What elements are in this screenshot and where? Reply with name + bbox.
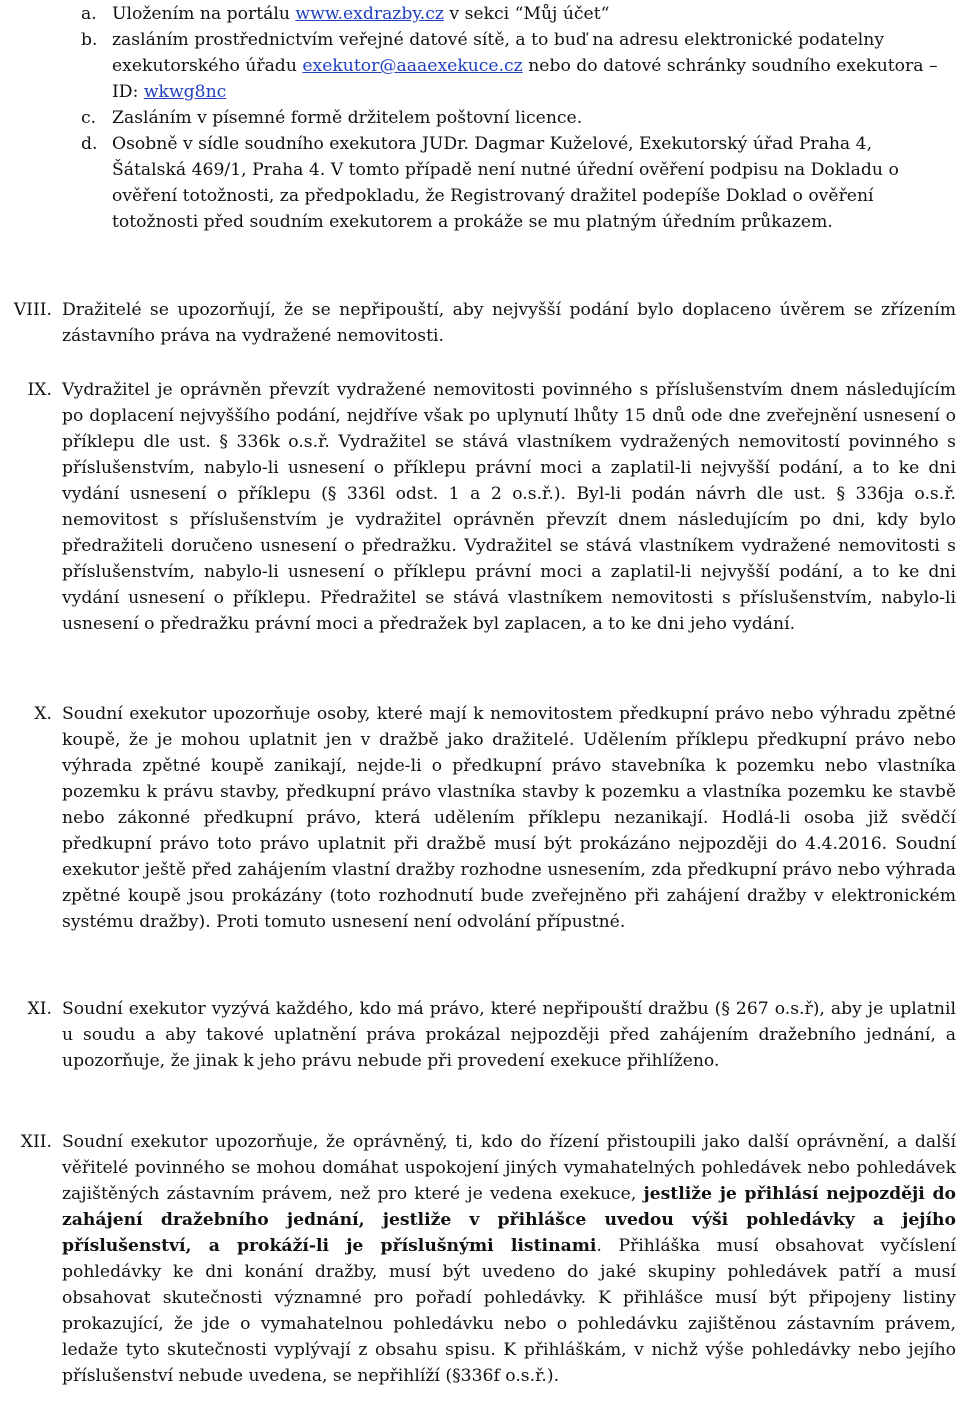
emphasized-text: jestliže je přihlásí nejpozději do zahájení dražebního jednání, jestliže v přihlášce uvedou výši pohledávky a jejího příslušenství, a prokáží-li je příslušnými listinami <box>62 1184 956 1256</box>
list-text: Osobně v sídle soudního exekutora JUDr. Dagmar Kuželové, Exekutorský úřad Praha 4, Šátalská 469/1, Praha 4. V tomto případě není nutné úřední ověření podpisu na Dokladu o ověření totožnosti, za předpokladu, že Registrovaný dražitel podepíše Doklad o ověření totožnosti před soudním exekutorem a prokáže se mu platným úředním průkazem. <box>112 134 899 232</box>
section-viii <box>13 297 956 349</box>
section-number: X. <box>34 704 52 724</box>
list-item-b <box>81 27 948 105</box>
list-marker: d. <box>81 134 98 154</box>
list-text: Uložením na portálu www.exdrazby.cz v sekci “Můj účet“ <box>112 4 610 24</box>
section-number: IX. <box>27 380 52 400</box>
list-text: Zasláním v písemné formě držitelem poštovní licence. <box>112 108 583 128</box>
section-x <box>34 701 956 935</box>
databox-id-link[interactable]: wkwg8nc <box>143 82 227 102</box>
section-xi <box>27 996 956 1074</box>
list-marker: c. <box>81 108 97 128</box>
list-marker: a. <box>81 4 97 24</box>
section-text: Vydražitel je oprávněn převzít vydražené nemovitosti povinného s příslušenstvím dnem následujícím po doplacení nejvyššího podání, nejdříve však po uplynutí lhůty 15 dnů ode dne zveřejnění usnesení o příklepu dle ust. § 336k o.s.ř. Vydražitel se stává vlastníkem vydražených nemovitostí povinného s příslušenstvím, nabylo-li usnesení o příklepu právní moci a zaplatil-li nejvyšší podání, a to ke dni vydání usnesení o příklepu (§ 336l odst. 1 a 2 o.s.ř.). Byl-li podán návrh dle ust. § 336ja o.s.ř. nemovitost s příslušenstvím je vydražitel oprávněn převzít dnem následujícím po dni, kdy bylo předražiteli doručeno usnesení o předražku. Vydražitel se stává vlastníkem vydražené nemovitosti s příslušenstvím, nabylo-li usnesení o příklepu právní moci a zaplatil-li nejvyšší podání, a to ke dni vydání usnesení o příklepu. Předražitel se stává vlastníkem nemovitosti s příslušenstvím, nabylo-li usnesení o předražku právní moci a předražek byl zaplacen, a to ke dni jeho vydání. <box>62 380 956 634</box>
section-text: Soudní exekutor vyzývá každého, kdo má právo, které nepřipouští dražbu (§ 267 o.s.ř), aby je uplatnil u soudu a aby takové uplatnění práva prokázal nejpozději před zahájením dražebního jednání, a upozorňuje, že jinak k jeho právu nebude při provedení exekuce přihlíženo. <box>62 999 956 1071</box>
list-marker: b. <box>81 30 98 50</box>
list-text: zasláním prostřednictvím veřejné datové sítě, a to buď na adresu elektronické podatelny exekutorského úřadu exekutor@aaaexekuce.cz nebo do datové schránky soudního exekutora – ID: wkwg8nc <box>112 30 938 102</box>
section-text: Dražitelé se upozorňují, že se nepřipouští, aby nejvyšší podání bylo doplaceno úvěrem se zřízením zástavního práva na vydražené nemovitosti. <box>62 300 956 346</box>
list-item-a <box>81 1 948 27</box>
section-number: VIII. <box>13 300 52 320</box>
list-item-d <box>81 131 948 235</box>
section-ix <box>27 377 956 637</box>
portal-link[interactable]: www.exdrazby.cz <box>295 4 444 24</box>
list-item-c <box>81 105 948 131</box>
section-number: XII. <box>20 1132 52 1152</box>
section-number: XI. <box>27 999 52 1019</box>
section-text: Soudní exekutor upozorňuje osoby, které mají k nemovitostem předkupní právo nebo výhradu zpětné koupě, že je mohou uplatnit jen v dražbě jako dražitelé. Udělením příklepu předkupní právo nebo výhrada zpětné koupě zanikají, nejde-li o předkupní právo stavebníka k pozemku nebo vlastníka pozemku k právu stavby, předkupní právo vlastníka stavby k pozemku a vlastníka pozemku ke stavbě nebo zákonné předkupní právo, která udělením příklepu nezanikají. Hodlá-li osoba již svědčí předkupní právo toto právo uplatnit při dražbě musí být prokázáno nejpozději do 4.4.2016. Soudní exekutor ještě před zahájením vlastní dražby rozhodne usnesením, zda předkupní právo nebo výhrada zpětné koupě jsou prokázány (toto rozhodnutí bude zveřejněno při zahájení dražby v elektronickém systému dražby). Proti tomuto usnesení není odvolání přípustné. <box>62 704 956 932</box>
section-xii <box>20 1129 957 1389</box>
section-text: Soudní exekutor upozorňuje, že oprávněný, ti, kdo do řízení přistoupili jako další oprávnění, a další věřitelé povinného se mohou domáhat uspokojení jiných vymahatelných pohledávek nebo pohledávek zajištěných zástavním právem, než pro které je vedena exekuce, jestliže je přihlásí nejpozději do zahájení dražebního jednání, jestliže v přihlášce uvedou výši pohledávky a jejího příslušenství, a prokáží-li je příslušnými listinami. Přihláška musí obsahovat vyčíslení pohledávky ke dni konání dražby, musí být uvedeno do jaké skupiny pohledávek patří a musí obsahovat skutečnosti významné pro pořadí pohledávky. K přihlášce musí být připojeny listiny prokazující, že jde o vymahatelnou pohledávku nebo o pohledávku zajištěnou zástavním právem, ledaže tyto skutečnosti vyplývají z obsahu spisu. K přihláškám, v nichž výše pohledávky nebo jejího příslušenství nebude uvedena, se nepřihlíží (§336f o.s.ř.). <box>62 1132 957 1386</box>
email-link[interactable]: exekutor@aaaexekuce.cz <box>302 56 523 76</box>
